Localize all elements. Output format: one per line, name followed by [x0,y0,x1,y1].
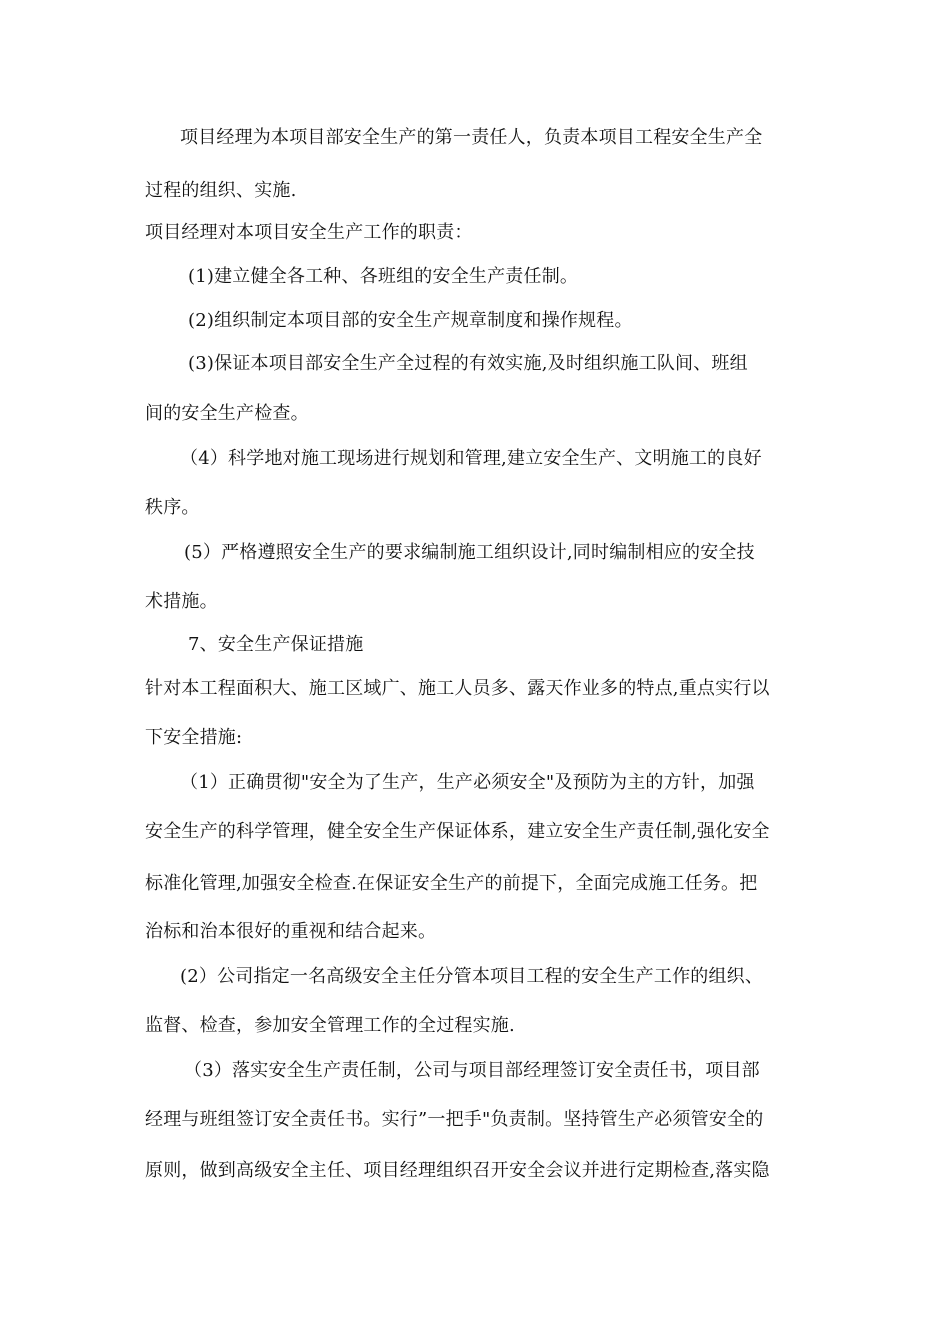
paragraph-line-2: 过程的组织、实施. [145,180,297,201]
measure-1-line-3: 标准化管理,加强安全检查.在保证安全生产的前提下，全面完成施工任务。把 [145,873,758,894]
paragraph-line-5: 下安全措施: [145,727,243,748]
measure-2-line-2: 监督、检查，参加安全管理工作的全过程实施. [145,1015,515,1036]
list-item-3-line-1: (3)保证本项目部安全生产全过程的有效实施,及时组织施工队间、班组 [188,353,748,374]
paragraph-line-1: 项目经理为本项目部安全生产的第一责任人，负责本项目工程安全生产全 [180,127,763,148]
measure-1-line-1: （1）正确贯彻"安全为了生产，生产必须安全"及预防为主的方针，加强 [180,772,755,793]
measure-3-line-3: 原则，做到高级安全主任、项目经理组织召开安全会议并进行定期检查,落实隐 [145,1160,770,1181]
list-item-3-line-2: 间的安全生产检查。 [145,403,309,424]
list-item-2: (2)组织制定本项目部的安全生产规章制度和操作规程。 [188,310,633,331]
measure-2-line-1: (2）公司指定一名高级安全主任分管本项目工程的安全生产工作的组织、 [180,966,764,987]
section-heading-7: 7、安全生产保证措施 [188,634,364,655]
measure-3-line-1: （3）落实安全生产责任制，公司与项目部经理签订安全责任书，项目部 [184,1060,760,1081]
list-item-5-line-1: (5）严格遵照安全生产的要求编制施工组织设计,同时编制相应的安全技 [184,542,755,563]
paragraph-line-3: 项目经理对本项目安全生产工作的职责： [145,222,473,243]
paragraph-line-4: 针对本工程面积大、施工区域广、施工人员多、露天作业多的特点,重点实行以 [145,678,770,699]
measure-3-line-2: 经理与班组签订安全责任书。实行”一把手"负责制。坚持管生产必须管安全的 [145,1109,764,1130]
measure-1-line-2: 安全生产的科学管理，健全安全生产保证体系，建立安全生产责任制,强化安全 [145,821,770,842]
measure-1-line-4: 治标和治本很好的重视和结合起来。 [145,921,437,942]
list-item-4-line-1: （4）科学地对施工现场进行规划和管理,建立安全生产、文明施工的良好 [180,448,762,469]
list-item-5-line-2: 术措施。 [145,591,218,612]
list-item-1: (1)建立健全各工种、各班组的安全生产责任制。 [188,266,579,287]
list-item-4-line-2: 秩序。 [145,497,200,518]
